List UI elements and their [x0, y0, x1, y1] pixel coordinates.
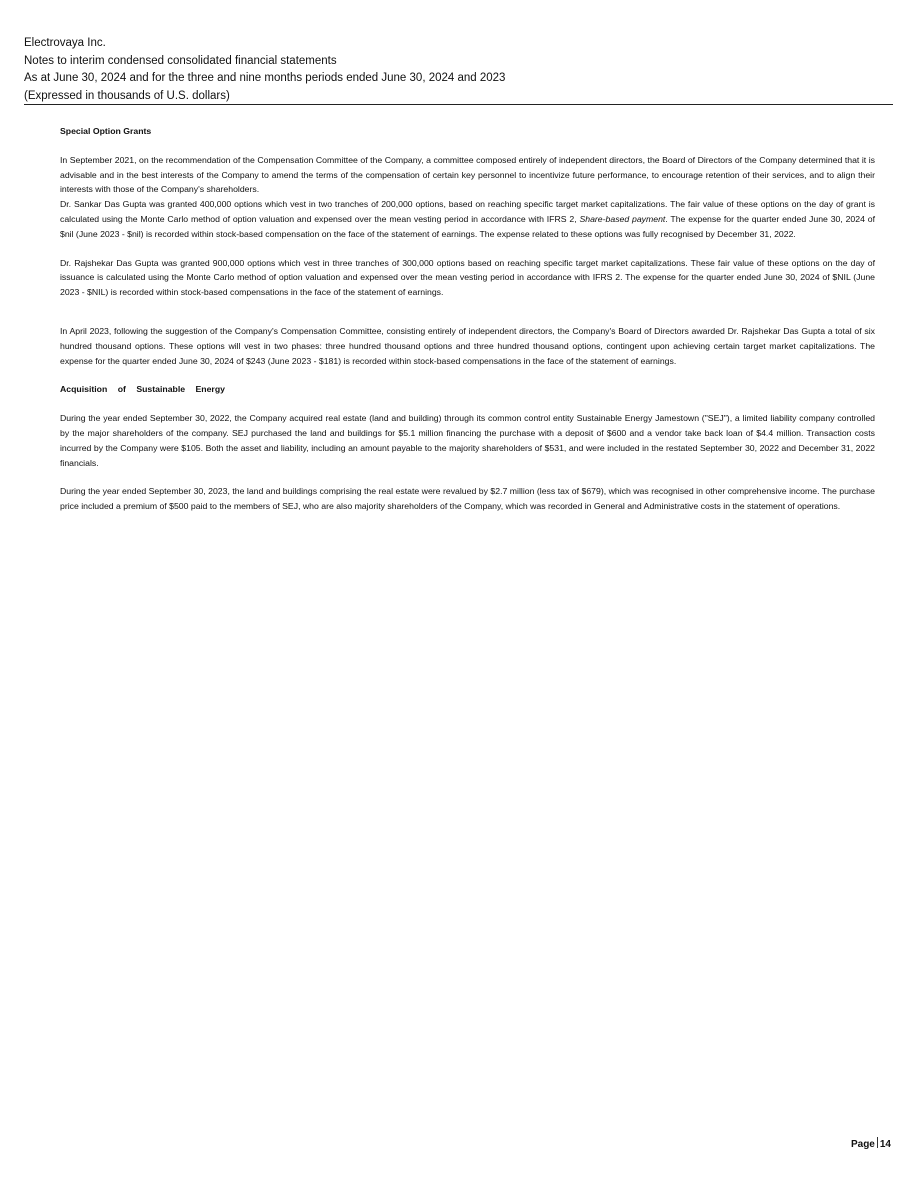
notes-body [60, 124, 875, 514]
paragraph-compensation-committee: In September 2021, on the recommendation of the Compensation Committee of the Company, a committee composed entirely of independent directors, the Board of Directors of the Company determined that it is advisable and in the best interests of the Company to amend the terms of the compensation of certain key personnel to incentivize future performance, to encourage retention of their services, and to align their interests with those of the Company's shareholders. [60, 154, 875, 195]
paragraph-sej-acquisition: During the year ended September 30, 2022, the Company acquired real estate (land and building) through its common control entity Sustainable Energy Jamestown ("SEJ"), a limited liability company controlled by the major shareholders of the company. SEJ purchased the land and buildings for $5.1 million financing the purchase with a deposit of $600 and a vendor take back loan of $4.4 million. Transaction costs incurred by the Company were $105. Both the asset and liability, including an amount payable to the majority shareholders of $531, and were included in the restated September 30, 2022 and December 31, 2022 financials. [60, 413, 875, 468]
paragraph-text: Dr. Sankar Das Gupta was granted 400,000 options which vest in two tranches of 200,000 options, based on reaching specific target market capitalizations. The fair value of these options on the day of grant is calculated using the Monte Carlo method of option valuation and expensed over the mean vesting period in accordance with IFRS 2, [60, 199, 875, 224]
document-title: Notes to interim condensed consolidated financial statements [24, 54, 337, 67]
paragraph-revaluation: During the year ended September 30, 2023, the land and buildings comprising the real estate were revalued by $2.7 million (less tax of $679), which was recognised in other comprehensive income. The purchase price included a premium of $500 paid to the members of SEJ, who are also majority shareholders of the Company, which was recorded in General and Administrative costs in the statement of operations. [60, 486, 875, 512]
page-number: 14 [879, 1139, 891, 1150]
company-name: Electrovaya Inc. [24, 37, 106, 49]
paragraph-sankar-das-gupta-options [60, 197, 875, 241]
paragraph-april-2023-award: In April 2023, following the suggestion of the Company's Compensation Committee, consisting entirely of independent directors, the Company's Board of Directors awarded Dr. Rajshekar Das Gupta a total of six hundred thousand options. These options will vest in two phases: three hundred thousand options and three hundred thousand options, contingent upon achieving certain target market capitalizations. The expense for the quarter ended June 30, 2024 of $243 (June 2023 - $181) is recorded within stock-based compensations in the face of the statement of earnings. [60, 325, 875, 366]
page-separator [877, 1137, 878, 1148]
header-divider [24, 104, 893, 105]
italic-standard-name: Share-based payment [579, 213, 666, 224]
page-footer [851, 1137, 891, 1150]
section-heading-special-option-grants: Special Option Grants [60, 126, 152, 136]
section-heading-acquisition: Acquisition of Sustainable Energy [60, 384, 225, 395]
reporting-period: As at June 30, 2024 and for the three and nine months periods ended June 30, 2024 and 2023 [24, 72, 506, 84]
document-header [24, 35, 893, 105]
currency-note: (Expressed in thousands of U.S. dollars) [24, 89, 230, 102]
paragraph-text: . The expense for the quarter ended June 30, 2024 of $nil (June 2023 - $nil) is recorded within stock-based compensation on the face of the statement of earnings. The expense related to these options was fully recognised by December 31, 2022. [60, 213, 875, 239]
paragraph-rajshekar-das-gupta-options: Dr. Rajshekar Das Gupta was granted 900,000 options which vest in three tranches of 300,000 options based on reaching specific target market capitalizations. These fair value of these options on the day of issuance is calculated using the Monte Carlo method of option valuation and expensed over the mean vesting period in accordance with IFRS 2. The expense for the quarter ended June 30, 2024 of $NIL (June 2023 - $NIL) is recorded within stock-based compensations in the face of the statement of earnings. [60, 257, 875, 298]
page-label: Page [850, 1139, 875, 1150]
